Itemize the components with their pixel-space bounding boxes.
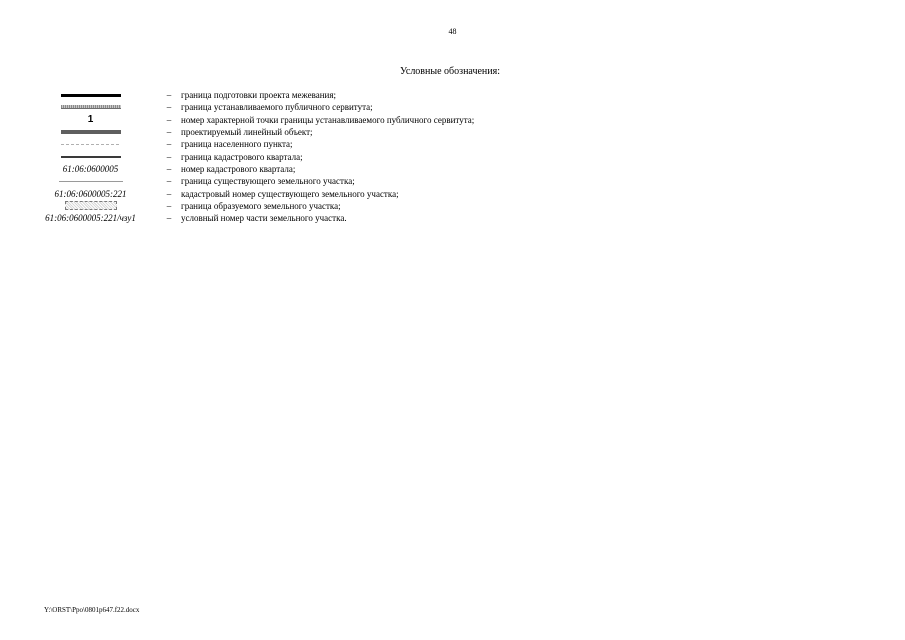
legend-row: [30, 175, 630, 187]
legend-description: граница образуемого земельного участка;: [181, 200, 341, 211]
legend-row: [30, 163, 630, 175]
legend-row: [30, 114, 630, 126]
legend-symbol: [30, 163, 151, 175]
legend-description: граница устанавливаемого публичного сервитута;: [181, 102, 373, 113]
formed-parcel-boundary-symbol: [65, 201, 117, 210]
legend-description: граница подготовки проекта межевания;: [181, 90, 337, 101]
legend-dash: –: [166, 127, 172, 138]
legend-row: [30, 138, 630, 150]
legend-dash: –: [166, 151, 172, 162]
legend-symbol: [30, 114, 151, 126]
legend-symbol: [30, 101, 151, 113]
parcel-cadastral-number-symbol: 61:06:0600005:221: [54, 188, 127, 199]
legend-row: [30, 89, 630, 101]
legend-dash: –: [166, 163, 172, 174]
legend-symbol: [30, 126, 151, 138]
legend-symbol: [30, 151, 151, 163]
legend-description: условный номер части земельного участка.: [181, 213, 347, 224]
legend-symbol: [30, 188, 151, 200]
legend-dash: –: [166, 188, 172, 199]
legend-row: [30, 126, 630, 138]
existing-parcel-boundary-symbol: [59, 181, 123, 182]
legend-dash: –: [166, 176, 172, 187]
cadastral-quarter-number-symbol: 61:06:0600005: [62, 163, 119, 174]
legend-description: номер кадастрового квартала;: [181, 163, 296, 174]
legend-description: номер характерной точки границы устанавливаемого публичного сервитута;: [181, 114, 475, 125]
legend-symbol: [30, 200, 151, 212]
legend-row: [30, 187, 630, 199]
servitude-boundary-symbol: [61, 105, 121, 109]
settlement-boundary-symbol: [61, 144, 121, 145]
legend-description: граница кадастрового квартала;: [181, 151, 303, 162]
legend-description: проектируемый линейный объект;: [181, 127, 313, 138]
cadastral-quarter-boundary-symbol: [61, 156, 121, 158]
legend-symbol: [30, 89, 151, 101]
legend-description: кадастровый номер существующего земельного участка;: [181, 188, 399, 199]
legend: [30, 89, 630, 224]
legend-title: Условные обозначения:: [400, 66, 501, 77]
legend-dash: –: [166, 200, 172, 211]
point-number-symbol: 1: [87, 114, 94, 126]
legend-dash: –: [166, 90, 172, 101]
legend-dash: –: [166, 213, 172, 224]
legend-dash: –: [166, 102, 172, 113]
footer-file-path: Y:\ORST\Ppo\0801p647.f22.docx: [44, 606, 140, 614]
legend-dash: –: [166, 139, 172, 150]
boundary-thick-line-symbol: [61, 94, 121, 97]
legend-symbol: [30, 175, 151, 187]
legend-row: [30, 200, 630, 212]
parcel-part-number-symbol: 61:06:0600005:221/чзу1: [45, 213, 136, 224]
legend-row: [30, 101, 630, 113]
legend-symbol: [30, 138, 151, 150]
legend-dash: –: [166, 114, 172, 125]
legend-description: граница существующего земельного участка;: [181, 176, 355, 187]
legend-description: граница населенного пункта;: [181, 139, 293, 150]
linear-object-symbol: [61, 130, 121, 134]
legend-row: [30, 150, 630, 162]
legend-row: [30, 212, 630, 224]
legend-symbol: [30, 212, 151, 224]
page-number: 48: [448, 27, 457, 36]
